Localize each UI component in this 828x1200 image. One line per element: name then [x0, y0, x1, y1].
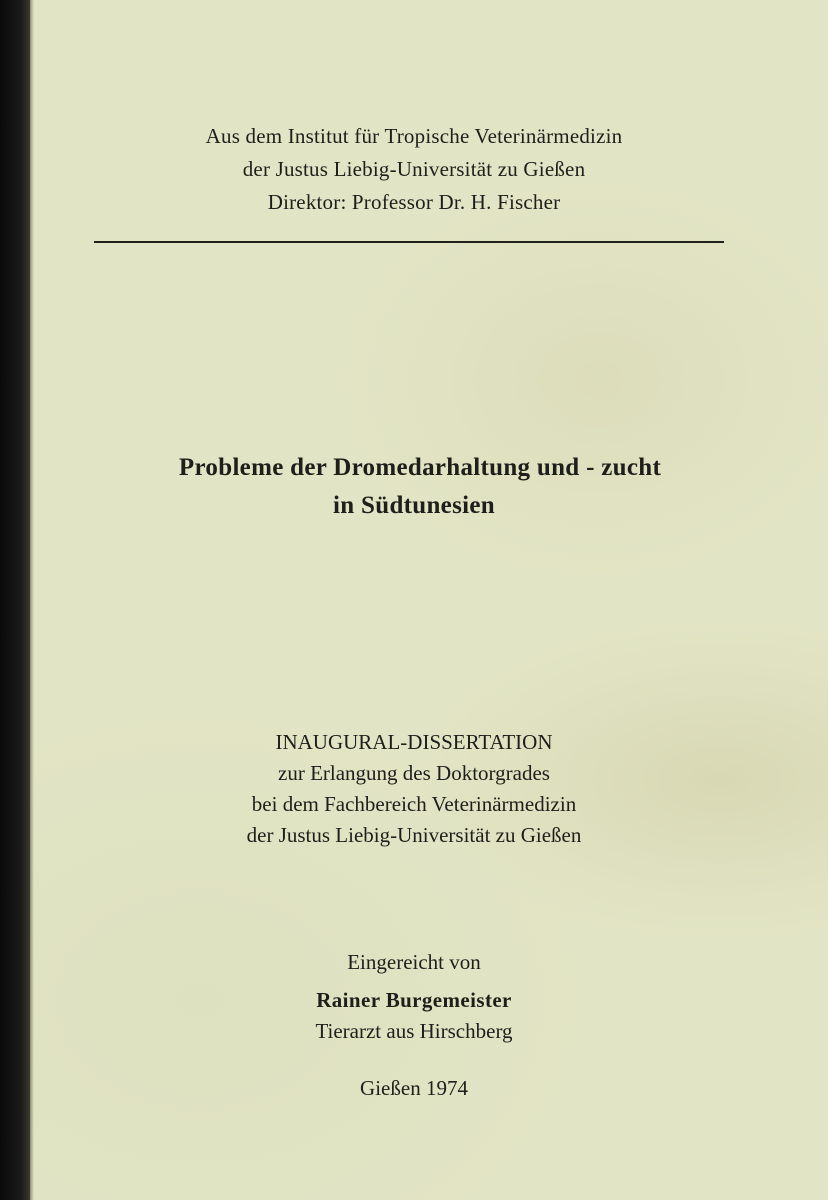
dissertation-university: der Justus Liebig-Universität zu Gießen	[246, 823, 582, 847]
header-rule	[94, 241, 724, 243]
title-line-1: Probleme der Dromedarhaltung und - zucht	[178, 454, 662, 481]
dissertation-faculty: bei dem Fachbereich Veterinärmedizin	[251, 792, 577, 816]
university-line: der Justus Liebig-Universität zu Gießen	[242, 157, 586, 181]
director-line: Direktor: Professor Dr. H. Fischer	[267, 190, 561, 214]
institute-line: Aus dem Institut für Tropische Veterinärmedizin	[205, 124, 623, 148]
author-title: Tierarzt aus Hirschberg	[315, 1019, 513, 1043]
dissertation-purpose: zur Erlangung des Doktorgrades	[278, 761, 550, 785]
submitted-by-label: Eingereicht von	[347, 950, 481, 974]
place-year: Gießen 1974	[360, 1076, 468, 1100]
dissertation-heading: INAUGURAL-DISSERTATION	[275, 730, 553, 754]
author-name: Rainer Burgemeister	[316, 988, 512, 1012]
title-line-2: in Südtunesien	[333, 492, 495, 519]
